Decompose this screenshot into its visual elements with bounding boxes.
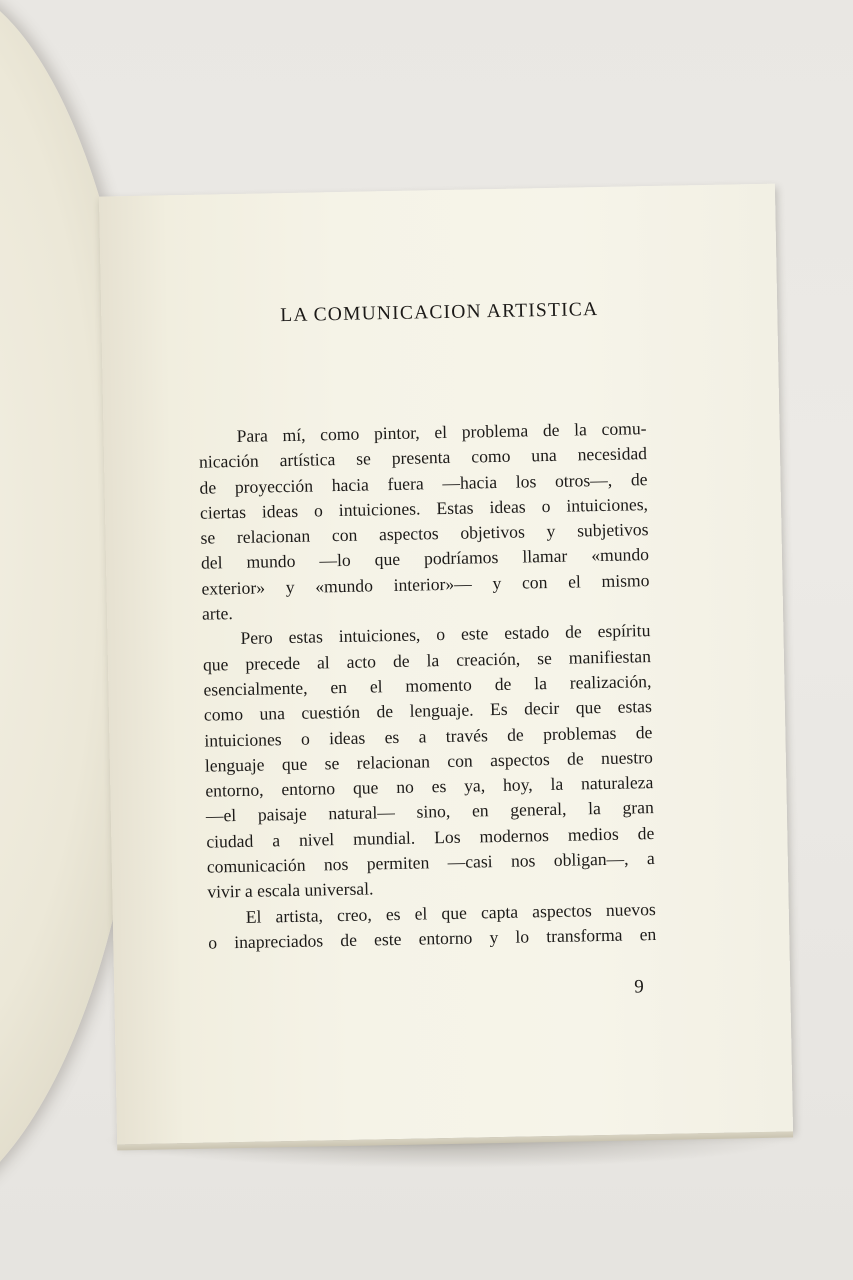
text-line: El artista, creo, es el que capta aspectos nuevos — [245, 898, 656, 927]
text-line: nicación artística se presenta como una necesidad — [198, 443, 648, 472]
chapter-title: LA COMUNICACION ARTISTICA — [280, 299, 599, 327]
text-line: ciertas ideas o intuiciones. Estas ideas o intuiciones, — [199, 493, 649, 523]
text-line: entorno, entorno que no es ya, hoy, la naturaleza — [205, 772, 654, 801]
text-line: Para mí, como pintor, el problema de la comu- — [236, 418, 647, 446]
text-line: de proyección hacia fuera —hacia los otros—, de — [199, 468, 648, 498]
text-line: Pero estas intuiciones, o este estado de espíritu — [240, 620, 651, 649]
text-line: intuiciones o ideas es a través de problemas de — [204, 721, 653, 751]
book-page — [99, 184, 793, 1145]
text-line: que precede al acto de la creación, se manifiestan — [202, 645, 652, 675]
body-text — [198, 416, 656, 956]
text-line: o inapreciados de este entorno y lo transforma en — [208, 923, 657, 953]
text-line: ciudad a nivel mundial. Los modernos medios de — [206, 822, 655, 852]
text-line: del mundo —lo que podríamos llamar «mundo — [200, 544, 650, 574]
text-line: como una cuestión de lenguaje. Es decir que estas — [203, 696, 653, 725]
text-line: —el paisaje natural— sino, en general, la gran — [205, 797, 654, 827]
text-line: lenguaje que se relacionan con aspectos de nuestro — [204, 746, 654, 776]
text-line: comunicación nos permiten —casi nos obligan—, a — [206, 848, 655, 877]
text-line: se relacionan con aspectos objetivos y subjetivos — [200, 519, 649, 548]
text-line: vivir a escala universal. — [207, 878, 374, 902]
page-number: 9 — [634, 976, 644, 998]
text-line: arte. — [201, 603, 233, 624]
page-content — [99, 184, 793, 1145]
text-line: exterior» y «mundo interior»— y con el mismo — [201, 569, 650, 599]
text-line: esencialmente, en el momento de la realización, — [203, 671, 652, 700]
